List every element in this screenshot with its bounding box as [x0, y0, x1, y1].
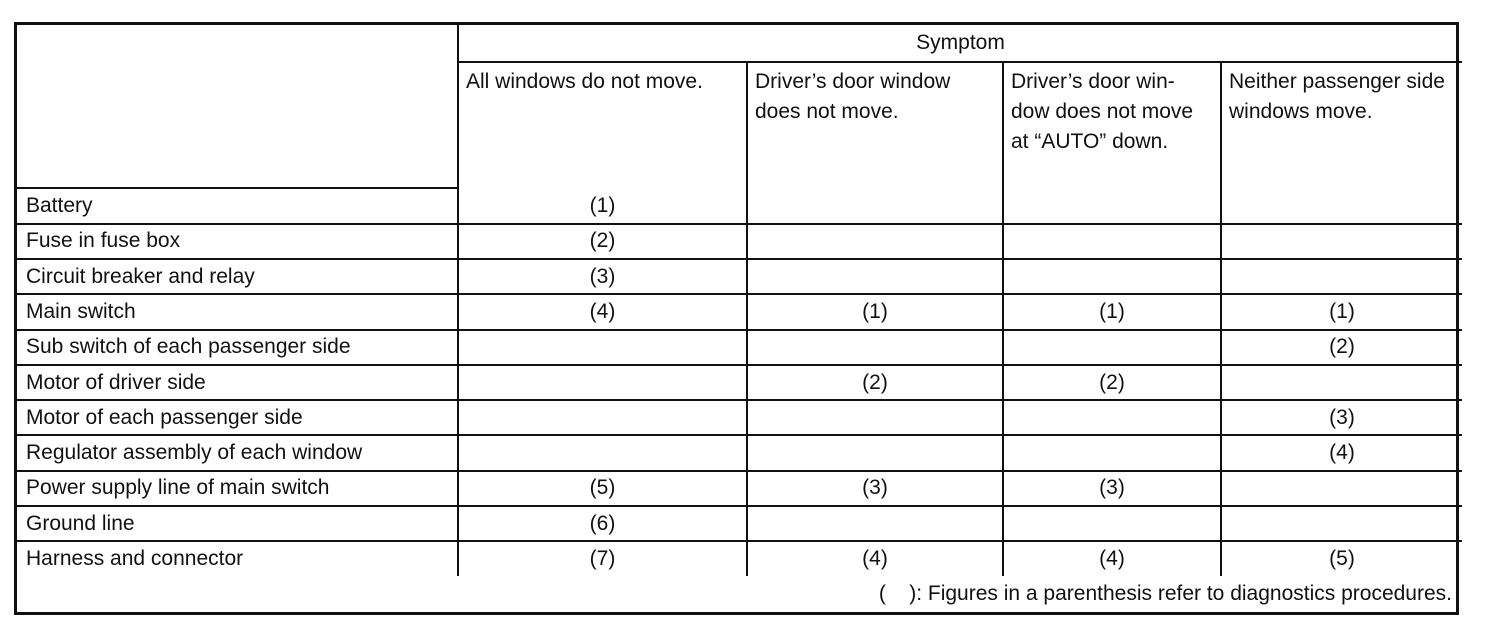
table-cell	[747, 259, 1003, 294]
table-cell: (5)	[1221, 541, 1462, 575]
table-cell	[1221, 506, 1462, 541]
table-cell: (3)	[458, 259, 747, 294]
table-cell	[458, 400, 747, 435]
table-cell: (3)	[747, 471, 1003, 506]
table-row	[17, 330, 1462, 365]
table-cell: (1)	[458, 188, 747, 223]
table-row	[17, 506, 1462, 541]
row-label: Power supply line of main switch	[17, 471, 458, 506]
table-row	[17, 188, 1462, 223]
table-row	[17, 471, 1462, 506]
table-cell	[1221, 365, 1462, 400]
table-cell	[1003, 259, 1221, 294]
table-cell	[747, 506, 1003, 541]
table-cell	[1003, 400, 1221, 435]
footnote-row	[17, 576, 1462, 612]
table-cell: (1)	[1221, 294, 1462, 329]
table-row	[17, 365, 1462, 400]
symptom-header-row	[17, 25, 1462, 62]
table-cell	[747, 188, 1003, 223]
table-cell: (2)	[1003, 365, 1221, 400]
diagnosis-table	[17, 25, 1462, 612]
table-cell	[1003, 330, 1221, 365]
row-label: Regulator assembly of each window	[17, 435, 458, 470]
table-cell	[1003, 224, 1221, 259]
table-cell: (2)	[747, 365, 1003, 400]
table-cell	[1221, 471, 1462, 506]
table-row	[17, 224, 1462, 259]
table-cell	[747, 330, 1003, 365]
row-label: Sub switch of each passenger side	[17, 330, 458, 365]
table-cell	[458, 365, 747, 400]
table-cell	[458, 435, 747, 470]
table-row	[17, 400, 1462, 435]
symptom-header: Symptom	[458, 25, 1462, 62]
table-body	[17, 188, 1462, 575]
table-cell: (6)	[458, 506, 747, 541]
row-label: Motor of each passenger side	[17, 400, 458, 435]
table-cell	[458, 330, 747, 365]
table-cell	[747, 224, 1003, 259]
row-label: Fuse in fuse box	[17, 224, 458, 259]
table-cell: (3)	[1221, 400, 1462, 435]
table-row	[17, 294, 1462, 329]
footnote: ( ): Figures in a parenthesis refer to diagnostics procedures.	[878, 581, 1452, 605]
row-label: Harness and connector	[17, 541, 458, 575]
table-cell: (4)	[1221, 435, 1462, 470]
column-header-driver-auto-down: Driver’s door win-dow does not move at “AUTO” down.	[1003, 62, 1221, 188]
row-label: Circuit breaker and relay	[17, 259, 458, 294]
table-cell: (3)	[1003, 471, 1221, 506]
row-label: Battery	[17, 188, 458, 223]
table-cell	[1003, 506, 1221, 541]
table-cell: (4)	[458, 294, 747, 329]
column-header-all-windows: All windows do not move.	[458, 62, 747, 188]
table-cell	[747, 435, 1003, 470]
table-cell	[1003, 435, 1221, 470]
corner-cell	[17, 25, 458, 188]
table-cell	[1003, 188, 1221, 223]
table-cell	[1221, 188, 1462, 223]
table-cell: (2)	[458, 224, 747, 259]
table-cell	[747, 400, 1003, 435]
diagnosis-table-frame	[14, 22, 1459, 615]
row-label: Ground line	[17, 506, 458, 541]
column-header-passenger-windows: Neither passenger side windows move.	[1221, 62, 1462, 188]
table-cell	[1221, 224, 1462, 259]
table-cell: (1)	[747, 294, 1003, 329]
table-cell: (5)	[458, 471, 747, 506]
table-cell: (4)	[747, 541, 1003, 575]
table-row	[17, 435, 1462, 470]
row-label: Main switch	[17, 294, 458, 329]
table-row	[17, 541, 1462, 575]
column-header-driver-window: Driver’s door window does not move.	[747, 62, 1003, 188]
table-cell	[1221, 259, 1462, 294]
table-cell: (7)	[458, 541, 747, 575]
table-cell: (4)	[1003, 541, 1221, 575]
table-cell: (1)	[1003, 294, 1221, 329]
table-row	[17, 259, 1462, 294]
table-cell: (2)	[1221, 330, 1462, 365]
row-label: Motor of driver side	[17, 365, 458, 400]
